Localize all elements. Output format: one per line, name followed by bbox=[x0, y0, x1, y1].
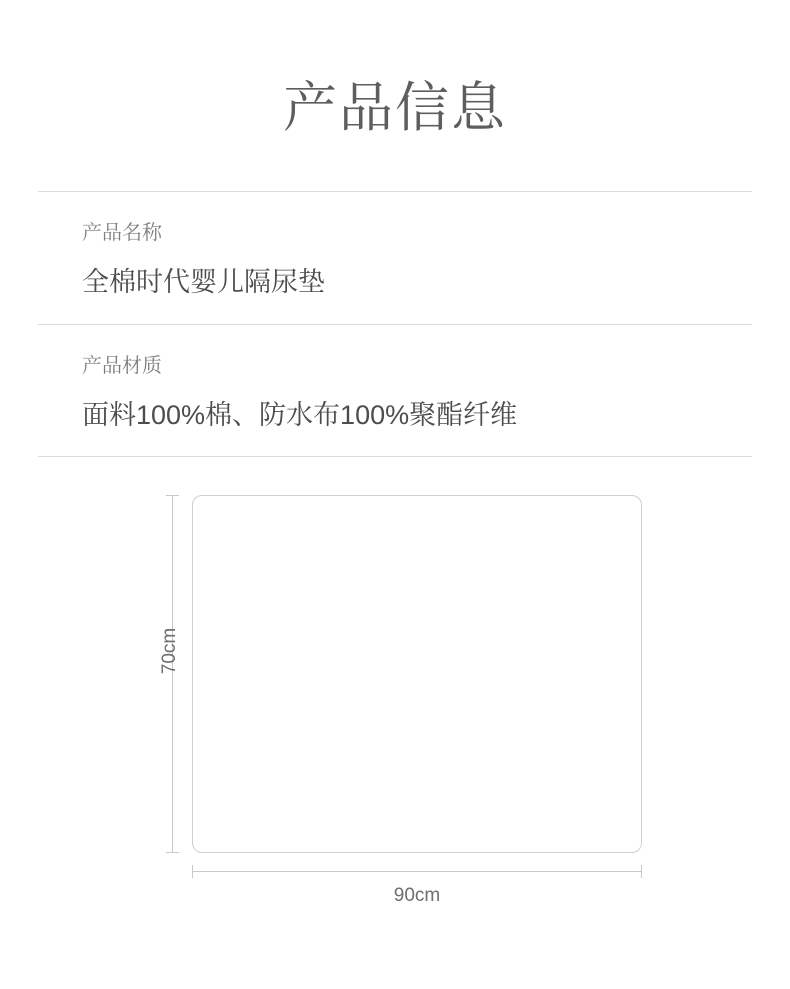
width-dimension-label: 90cm bbox=[393, 885, 441, 907]
width-dimension-cap-right bbox=[641, 865, 642, 878]
product-shape bbox=[192, 495, 642, 853]
info-label-product-material: 产品材质 bbox=[82, 354, 162, 377]
info-value-product-name: 全棉时代婴儿隔尿垫 bbox=[82, 266, 325, 297]
height-dimension-label: 70cm bbox=[159, 628, 180, 675]
info-row-product-name bbox=[0, 192, 790, 324]
product-dimension-diagram bbox=[0, 487, 790, 907]
width-dimension-cap-left bbox=[192, 865, 193, 878]
height-dimension-cap-bottom bbox=[166, 852, 179, 853]
page-title: 产品信息 bbox=[283, 78, 507, 138]
width-dimension-line bbox=[192, 871, 642, 872]
info-row-product-material bbox=[0, 325, 790, 457]
info-value-product-material: 面料100%棉、防水布100%聚酯纤维 bbox=[82, 399, 518, 430]
height-dimension-cap-top bbox=[166, 495, 179, 496]
divider-bottom bbox=[38, 456, 752, 457]
info-label-product-name: 产品名称 bbox=[82, 221, 162, 244]
